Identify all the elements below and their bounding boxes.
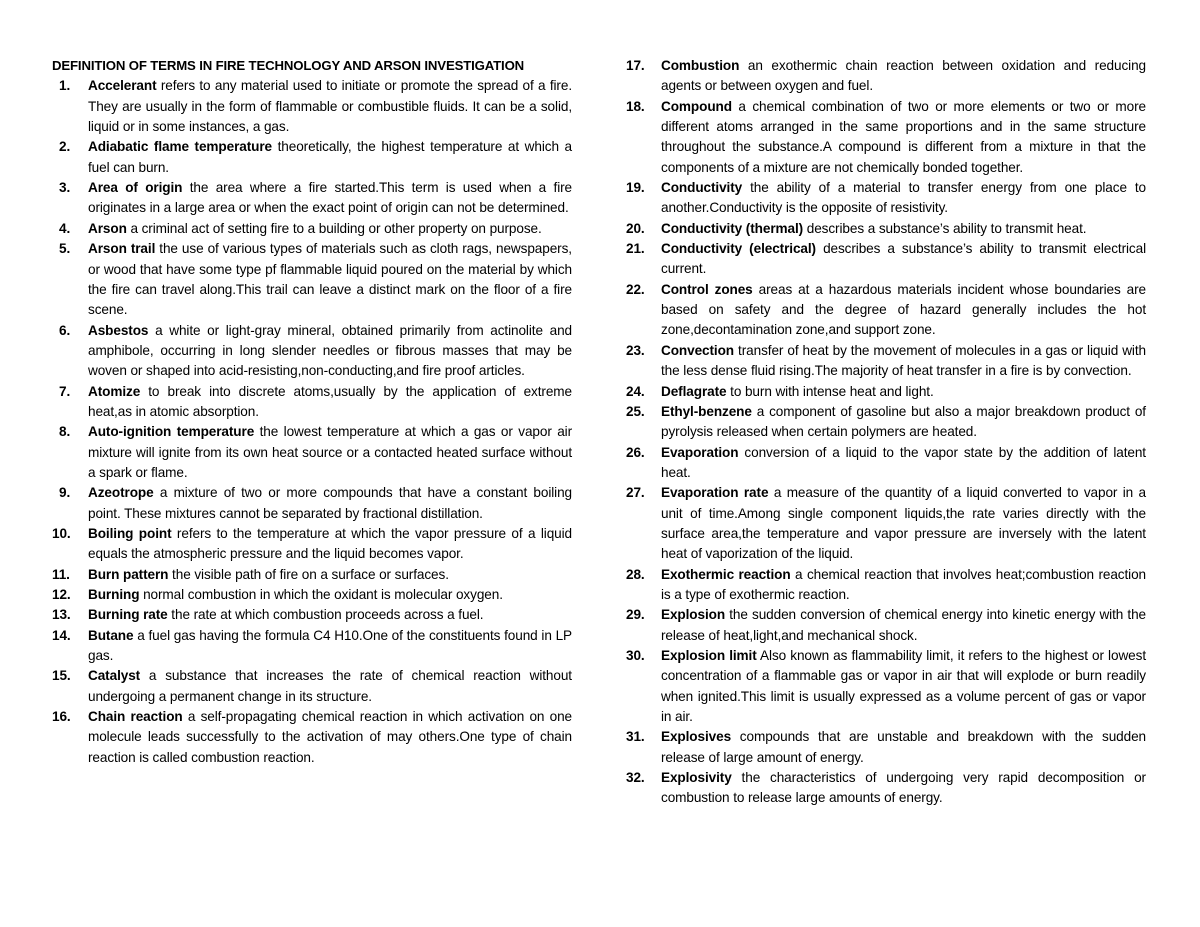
- definition-item: [626, 605, 1146, 646]
- term-name: Arson: [88, 220, 127, 236]
- definition-item: [626, 280, 1146, 341]
- definition-item: [52, 321, 572, 382]
- term-name: Exothermic reaction: [661, 566, 791, 582]
- item-number: 18.: [626, 98, 645, 114]
- term-definition: transfer of heat by the movement of molecules in a gas or liquid with the less dense fluid rising.The majority of heat transfer in a fire is by convection.: [661, 342, 1146, 379]
- term-definition: conversion of a liquid to the vapor state by the addition of latent heat.: [661, 444, 1146, 480]
- item-number: 17.: [626, 58, 645, 73]
- term-definition: the visible path of fire on a surface or surfaces.: [168, 566, 449, 582]
- term-name: Compound: [661, 98, 732, 114]
- definitions-list-right: [626, 56, 1146, 809]
- term-definition: a white or light-gray mineral, obtained primarily from actinolite and amphibole, occurring in long slender needles or fibrous masses that may be woven or shaped into acid-resisting,non-conducting,and fire proof articles.: [88, 322, 572, 379]
- term-definition: areas at a hazardous materials incident whose boundaries are based on safety and the degree of hazard generally includes the hot zone,decontamination zone,and support zone.: [661, 281, 1147, 338]
- definition-item: [626, 443, 1146, 484]
- item-number: 9.: [59, 485, 71, 501]
- term-definition: describes a substance’s ability to transmit electrical current.: [661, 241, 1146, 277]
- definition-item: [626, 97, 1146, 178]
- term-name: Burning: [88, 587, 140, 602]
- term-name: Boiling point: [88, 525, 172, 541]
- term-name: Burn pattern: [88, 566, 169, 582]
- term-name: Accelerant: [88, 78, 157, 94]
- definition-item: [626, 56, 1146, 97]
- definition-item: [626, 178, 1146, 219]
- term-definition: an exothermic chain reaction between oxidation and reducing agents or between oxygen and fuel.: [661, 58, 1146, 94]
- definitions-list-left: [52, 76, 572, 768]
- item-number: 1.: [59, 78, 71, 94]
- item-number: 8.: [59, 424, 71, 440]
- item-number: 12.: [52, 587, 71, 602]
- term-definition: a measure of the quantity of a liquid converted to vapor in a unit of time.Among single component liquids,the rate varies directly with the surface area,the temperature and vapor pressure are inversely with the latent heat of vaporization of the liquid.: [661, 485, 1147, 562]
- term-definition: theoretically, the highest temperature at which a fuel can burn.: [88, 139, 572, 175]
- item-number: 11.: [52, 566, 70, 582]
- term-name: Asbestos: [88, 322, 149, 338]
- definition-item: [626, 382, 1146, 402]
- definition-item: [52, 422, 572, 483]
- term-name: Explosion limit: [661, 647, 757, 663]
- term-name: Evaporation: [661, 444, 739, 460]
- definition-item: [52, 565, 572, 585]
- term-name: Arson trail: [88, 241, 156, 257]
- term-name: Ethyl-benzene: [661, 403, 752, 419]
- term-name: Combustion: [661, 58, 740, 73]
- definition-item: [52, 483, 572, 524]
- term-name: Explosion: [661, 607, 726, 623]
- term-definition: a criminal act of setting fire to a building or other property on purpose.: [126, 220, 542, 236]
- definition-item: [626, 768, 1146, 809]
- right-column: [626, 56, 1146, 809]
- term-name: Convection: [661, 342, 735, 358]
- term-definition: refers to the temperature at which the vapor pressure of a liquid equals the atmospheric pressure and the liquid becomes vapor.: [88, 525, 573, 562]
- definition-item: [626, 402, 1146, 443]
- term-name: Azeotrope: [88, 485, 154, 501]
- term-name: Conductivity (thermal): [661, 220, 804, 236]
- definition-item: [52, 666, 572, 707]
- item-number: 19.: [626, 180, 645, 196]
- term-name: Control zones: [661, 281, 753, 297]
- definition-item: [52, 76, 572, 137]
- item-number: 30.: [626, 647, 645, 663]
- term-name: Area of origin: [88, 180, 183, 196]
- term-definition: the rate at which combustion proceeds across a fuel.: [167, 607, 484, 623]
- term-definition: a component of gasoline but also a major breakdown product of pyrolysis released when certain polymers are heated.: [661, 403, 1146, 440]
- term-definition: refers to any material used to initiate or promote the spread of a fire. They are usually in the form of flammable or combustible fluids. It can be a solid, liquid or in some instances, a gas.: [88, 78, 572, 135]
- item-number: 13.: [52, 607, 71, 623]
- item-number: 24.: [626, 383, 645, 399]
- term-definition: normal combustion in which the oxidant is molecular oxygen.: [139, 587, 503, 602]
- item-number: 23.: [626, 342, 645, 358]
- definition-item: [52, 137, 572, 178]
- term-definition: the ability of a material to transfer energy from one place to another.Conductivity is the opposite of resistivity.: [661, 180, 1146, 216]
- definition-item: [52, 178, 572, 219]
- term-definition: to break into discrete atoms,usually by the application of extreme heat,as in atomic absorption.: [88, 383, 572, 419]
- item-number: 4.: [59, 220, 71, 236]
- definition-item: [52, 219, 572, 239]
- document-title: DEFINITION OF TERMS IN FIRE TECHNOLOGY AND ARSON INVESTIGATION: [52, 58, 525, 73]
- term-name: Explosives: [661, 729, 732, 745]
- term-definition: a mixture of two or more compounds that have a constant boiling point. These mixtures cannot be separated by fractional distillation.: [88, 485, 572, 521]
- definition-item: [626, 483, 1146, 564]
- term-definition: a chemical reaction that involves heat;combustion reaction is a type of exothermic reaction.: [661, 566, 1146, 602]
- definition-item: [52, 239, 572, 320]
- item-number: 25.: [626, 403, 645, 419]
- item-number: 15.: [52, 668, 71, 684]
- item-number: 32.: [626, 770, 645, 786]
- item-number: 22.: [626, 281, 645, 297]
- term-name: Explosivity: [661, 770, 732, 786]
- term-definition: a self-propagating chemical reaction in which activation on one molecule leads successfully to the activation of may others.One type of chain reaction is called combustion reaction.: [88, 709, 572, 765]
- term-definition: a fuel gas having the formula C4 H10.One of the constituents found in LP gas.: [88, 627, 572, 664]
- definition-item: [52, 524, 572, 565]
- item-number: 28.: [626, 566, 645, 582]
- term-name: Conductivity: [661, 180, 743, 196]
- definition-item: [52, 585, 572, 605]
- term-name: Atomize: [88, 383, 141, 399]
- term-name: Catalyst: [88, 668, 141, 684]
- term-definition: a chemical combination of two or more elements or two or more different atoms arranged in the same proportions and in the same structure throughout the substance.A compound is different from a mixture in that the components of a mixture are not chemically bonded together.: [661, 98, 1146, 175]
- definition-item: [626, 565, 1146, 606]
- term-definition: the characteristics of undergoing very rapid decomposition or combustion to release large amounts of energy.: [661, 770, 1146, 806]
- term-name: Chain reaction: [88, 709, 183, 725]
- item-number: 21.: [626, 241, 645, 257]
- definition-item: [626, 239, 1146, 280]
- term-name: Evaporation rate: [661, 485, 769, 501]
- definition-item: [52, 382, 572, 423]
- term-definition: describes a substance’s ability to transmit heat.: [803, 220, 1087, 236]
- definition-item: [52, 707, 572, 768]
- item-number: 6.: [59, 322, 71, 338]
- item-number: 20.: [626, 220, 645, 236]
- term-definition: compounds that are unstable and breakdown with the sudden release of large amount of energy.: [661, 729, 1146, 765]
- item-number: 26.: [626, 444, 645, 460]
- item-number: 31.: [626, 729, 645, 745]
- term-definition: the lowest temperature at which a gas or vapor air mixture will ignite from its own heat source or a contacted heated surface without a spark or flame.: [88, 424, 572, 480]
- item-number: 10.: [52, 525, 71, 541]
- term-name: Deflagrate: [661, 383, 727, 399]
- definition-item: [626, 646, 1146, 727]
- definition-item: [626, 341, 1146, 382]
- term-definition: the use of various types of materials such as cloth rags, newspapers, or wood that have some type pf flammable liquid poured on the material by which the fire can travel along.This trail can leave a distinct mark on the floor of a fire scene.: [88, 241, 572, 318]
- term-definition: the area where a fire started.This term is used when a fire originates in a large area or when the exact point of origin can not be determined.: [88, 180, 572, 216]
- item-number: 16.: [52, 709, 71, 725]
- definition-item: [626, 219, 1146, 239]
- term-definition: the sudden conversion of chemical energy into kinetic energy with the release of heat,light,and mechanical shock.: [661, 607, 1146, 643]
- item-number: 29.: [626, 607, 645, 623]
- left-column: [52, 56, 572, 768]
- definition-item: [52, 626, 572, 667]
- item-number: 7.: [59, 383, 71, 399]
- term-name: Butane: [88, 627, 134, 643]
- item-number: 14.: [52, 627, 71, 643]
- term-name: Auto-ignition temperature: [88, 424, 255, 440]
- term-name: Burning rate: [88, 607, 168, 623]
- term-definition: to burn with intense heat and light.: [726, 383, 934, 399]
- item-number: 2.: [59, 139, 71, 155]
- term-name: Adiabatic flame temperature: [88, 139, 272, 155]
- term-definition: a substance that increases the rate of chemical reaction without undergoing a permanent change in its structure.: [88, 668, 572, 704]
- item-number: 5.: [59, 241, 71, 257]
- definition-item: [626, 727, 1146, 768]
- item-number: 3.: [59, 180, 71, 196]
- term-name: Conductivity (electrical): [661, 241, 816, 257]
- item-number: 27.: [626, 485, 645, 501]
- definition-item: [52, 605, 572, 625]
- term-definition: Also known as flammability limit, it refers to the highest or lowest concentration of a flammable gas or vapor in air that will explode or burn readily when ignited.This limit is usually expressed as a volume percent of gas or vapor in air.: [661, 647, 1146, 724]
